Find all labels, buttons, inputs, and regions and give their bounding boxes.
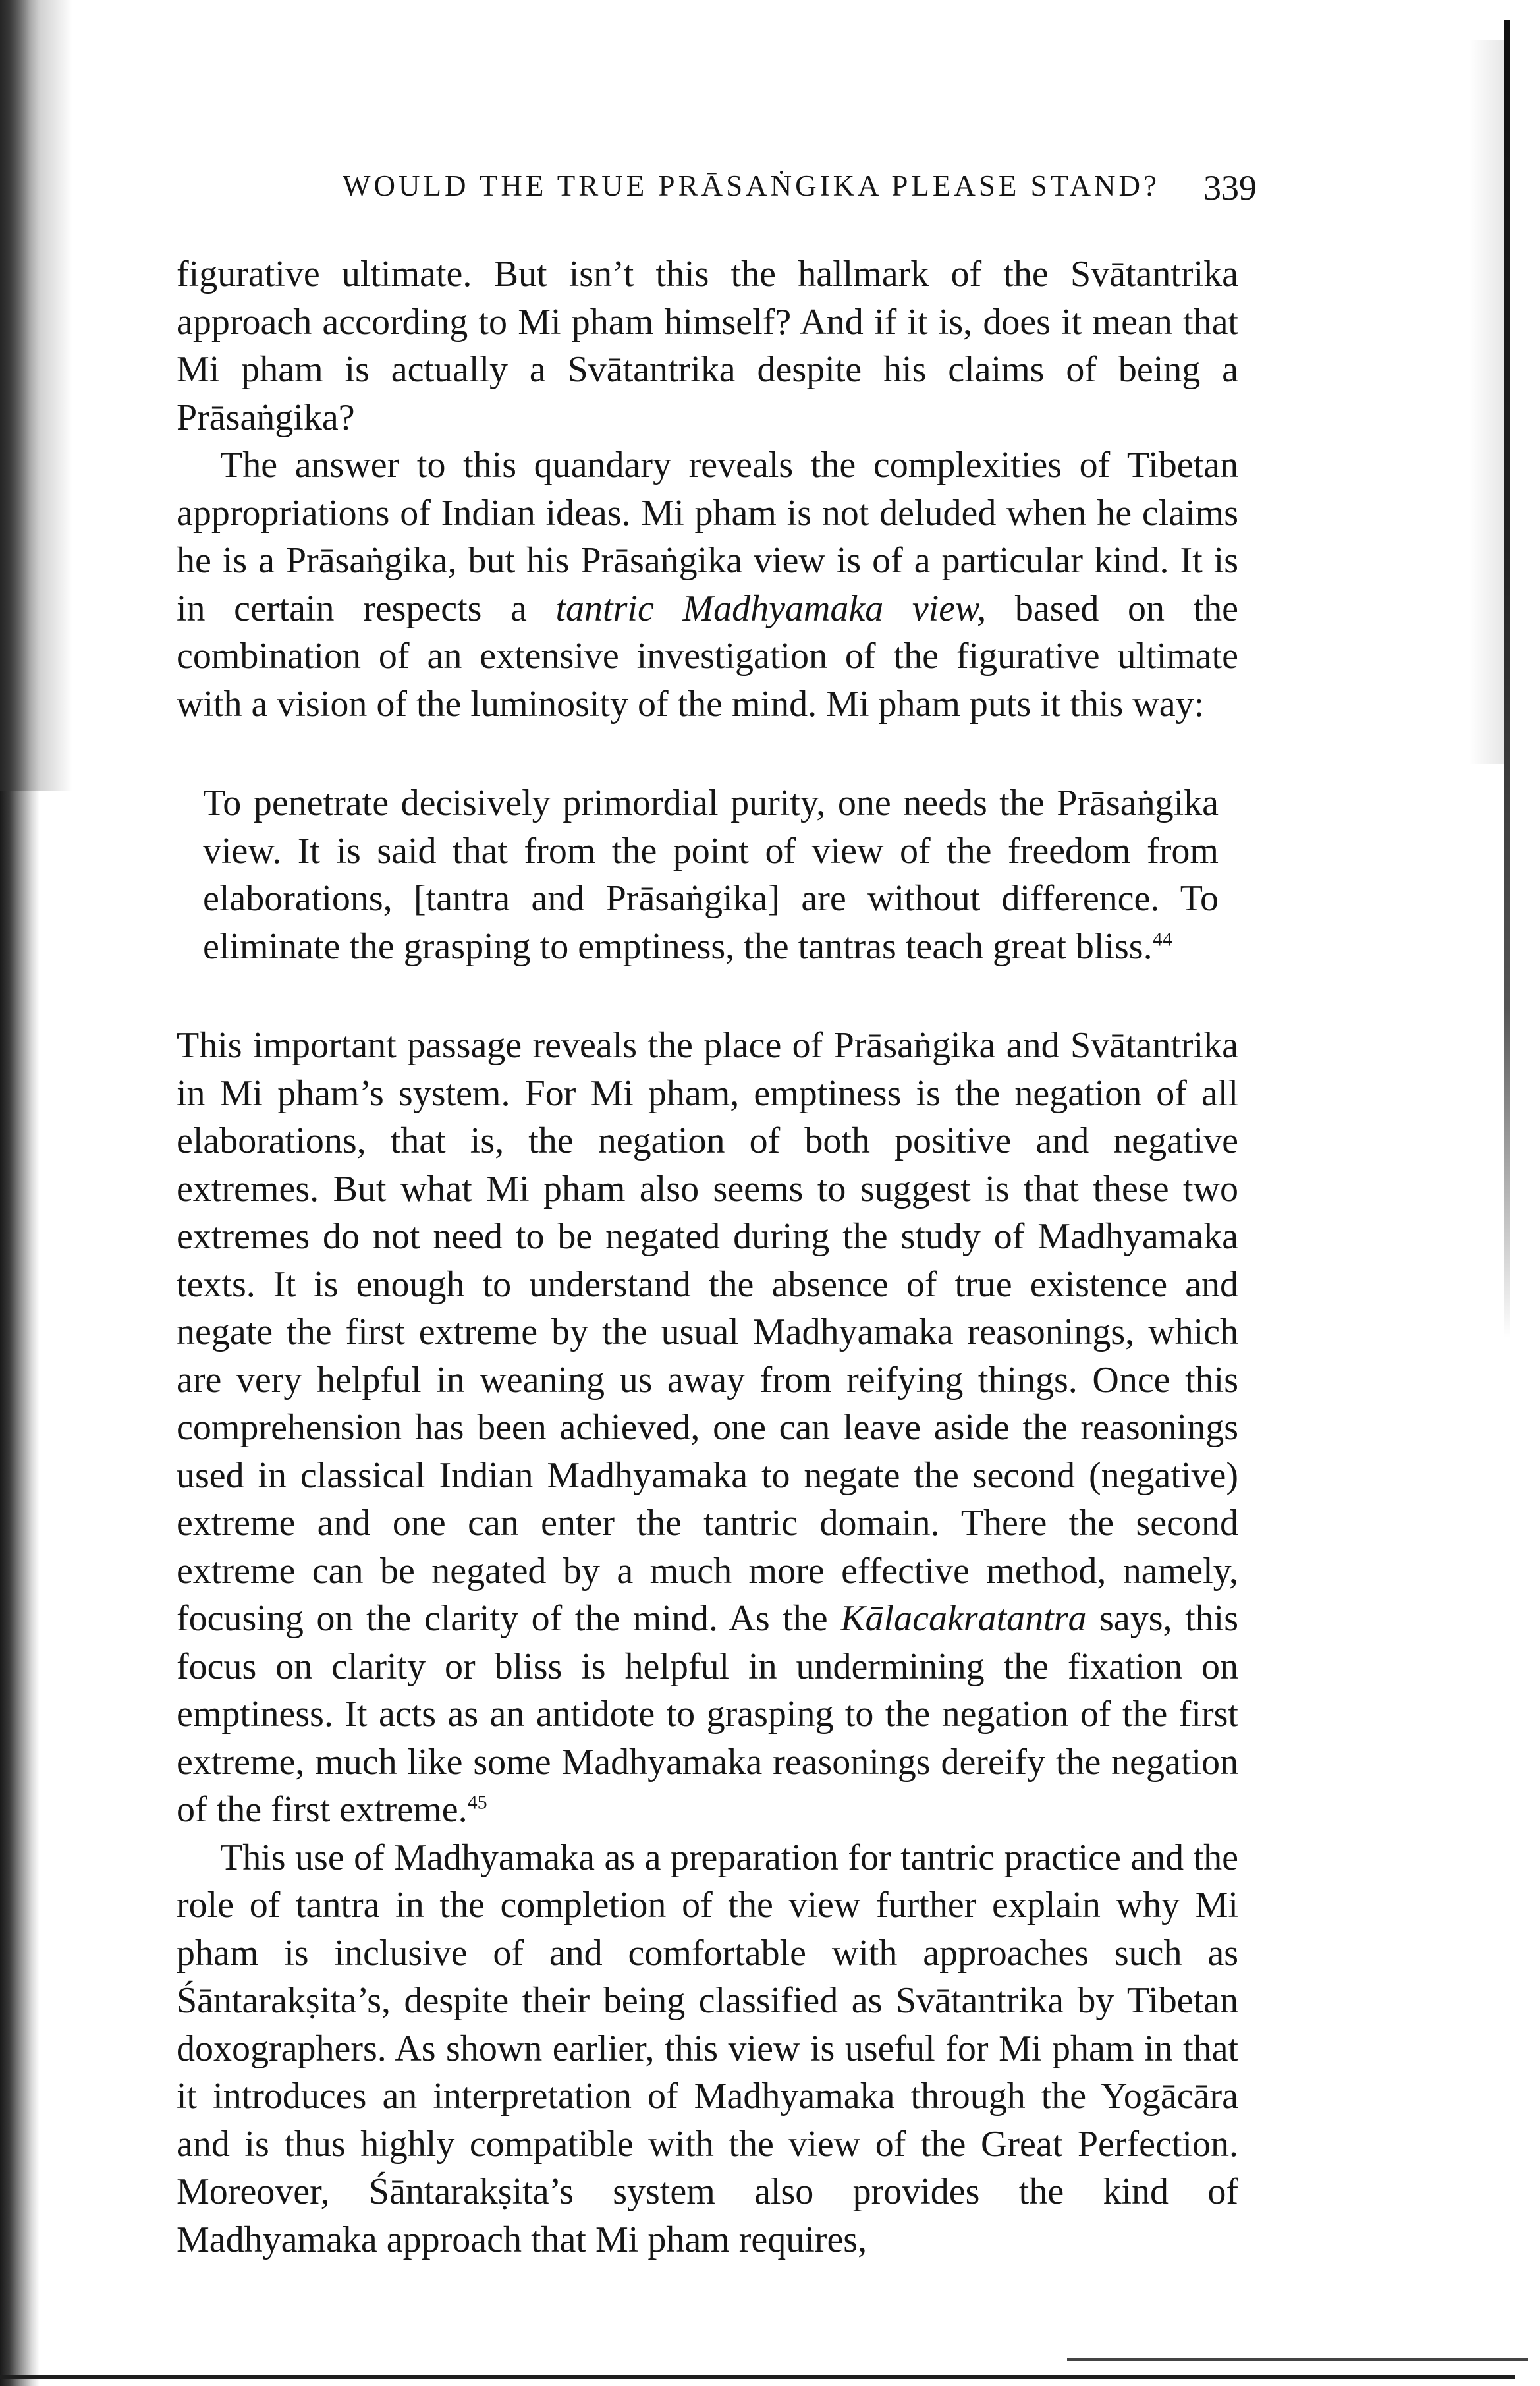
paragraph-3-text-b: says, this focus on clarity or bliss is helpful in undermining the fixation on emptiness. It acts as an antidote to grasping to the negation of the first extreme, much like some Madhyamaka reasonings dereify the negation of the first extreme. xyxy=(177,1598,1238,1830)
paragraph-3-emphasis: Kālacakratantra xyxy=(840,1598,1087,1639)
paragraph-3 xyxy=(177,1022,1238,1834)
paragraph-2-text-b: based on the combination of an extensive investigation of the figurative ultimate with a vision of the luminosity of the mind. Mi pham puts it this way: xyxy=(177,588,1239,725)
paragraph-3-text-a: This important passage reveals the place of Prāsaṅgika and Svātantrika in Mi pham’s system. For Mi pham, emptiness is the negation of all elaborations, that is, the negation of both positive and negative extremes. But what Mi pham also seems to suggest is that these two extremes do not need to be negated during the study of Madhyamaka texts. It is enough to understand the absence of true existence and negate the first extreme by the usual Madhyamaka reasonings, which are very helpful in weaning us away from reifying things. Once this comprehension has been achieved, one can leave aside the reasonings used in classical Indian Madhyamaka to negate the second (negative) extreme and one can enter the tantric domain. There the second extreme can be negated by a much more effective method, namely, focusing on the clarity of the mind. As the xyxy=(177,1025,1238,1639)
footnote-marker-44: 44 xyxy=(1152,928,1172,950)
block-quote-text: To penetrate decisively primordial purity, one needs the Prāsaṅgika view. It is said that from the point of view of the freedom from elaborations, [tantra and Prāsaṅgika] are without difference. To eliminate the grasping to emptiness, the tantras teach great bliss. xyxy=(203,783,1219,967)
block-quote xyxy=(177,728,1219,1022)
page-number: 339 xyxy=(1203,168,1257,208)
paragraph-1: figurative ultimate. But isn’t this the hallmark of the Svātantrika approach according to Mi pham himself? And if it is, does it mean that Mi pham is actually a Svātantrika despite his claims of being a Prāsaṅgika? xyxy=(177,254,1238,438)
paragraph-2-text-a: The answer to this quandary reveals the complexities of Tibetan appropriations of Indian ideas. Mi pham is not deluded when he claims he is a Prāsaṅgika, but his Prāsaṅgika view is of a particular kind. It is in certain respects a xyxy=(177,445,1238,629)
body-text xyxy=(177,250,1238,2263)
paragraph-4: This use of Madhyamaka as a preparation for tantric practice and the role of tantra in the completion of the view further explain why Mi pham is inclusive of and comfortable with approaches such as Śāntarakṣita’s, despite their being classified as Svātantrika by Tibetan doxographers. As shown earlier, this view is useful for Mi pham in that it introduces an interpretation of Madhyamaka through the Yogācāra and is thus highly compatible with the view of the Great Perfection. Moreover, Śāntarakṣita’s system also provides the kind of Madhyamaka approach that Mi pham requires, xyxy=(177,1837,1238,2260)
footnote-marker-45: 45 xyxy=(467,1791,487,1814)
paragraph-2 xyxy=(177,441,1238,728)
paragraph-2-emphasis: tantric Madhyamaka view, xyxy=(555,588,987,629)
running-head: WOULD THE TRUE PRĀSAṄGIKA PLEASE STAND? xyxy=(343,169,1160,202)
